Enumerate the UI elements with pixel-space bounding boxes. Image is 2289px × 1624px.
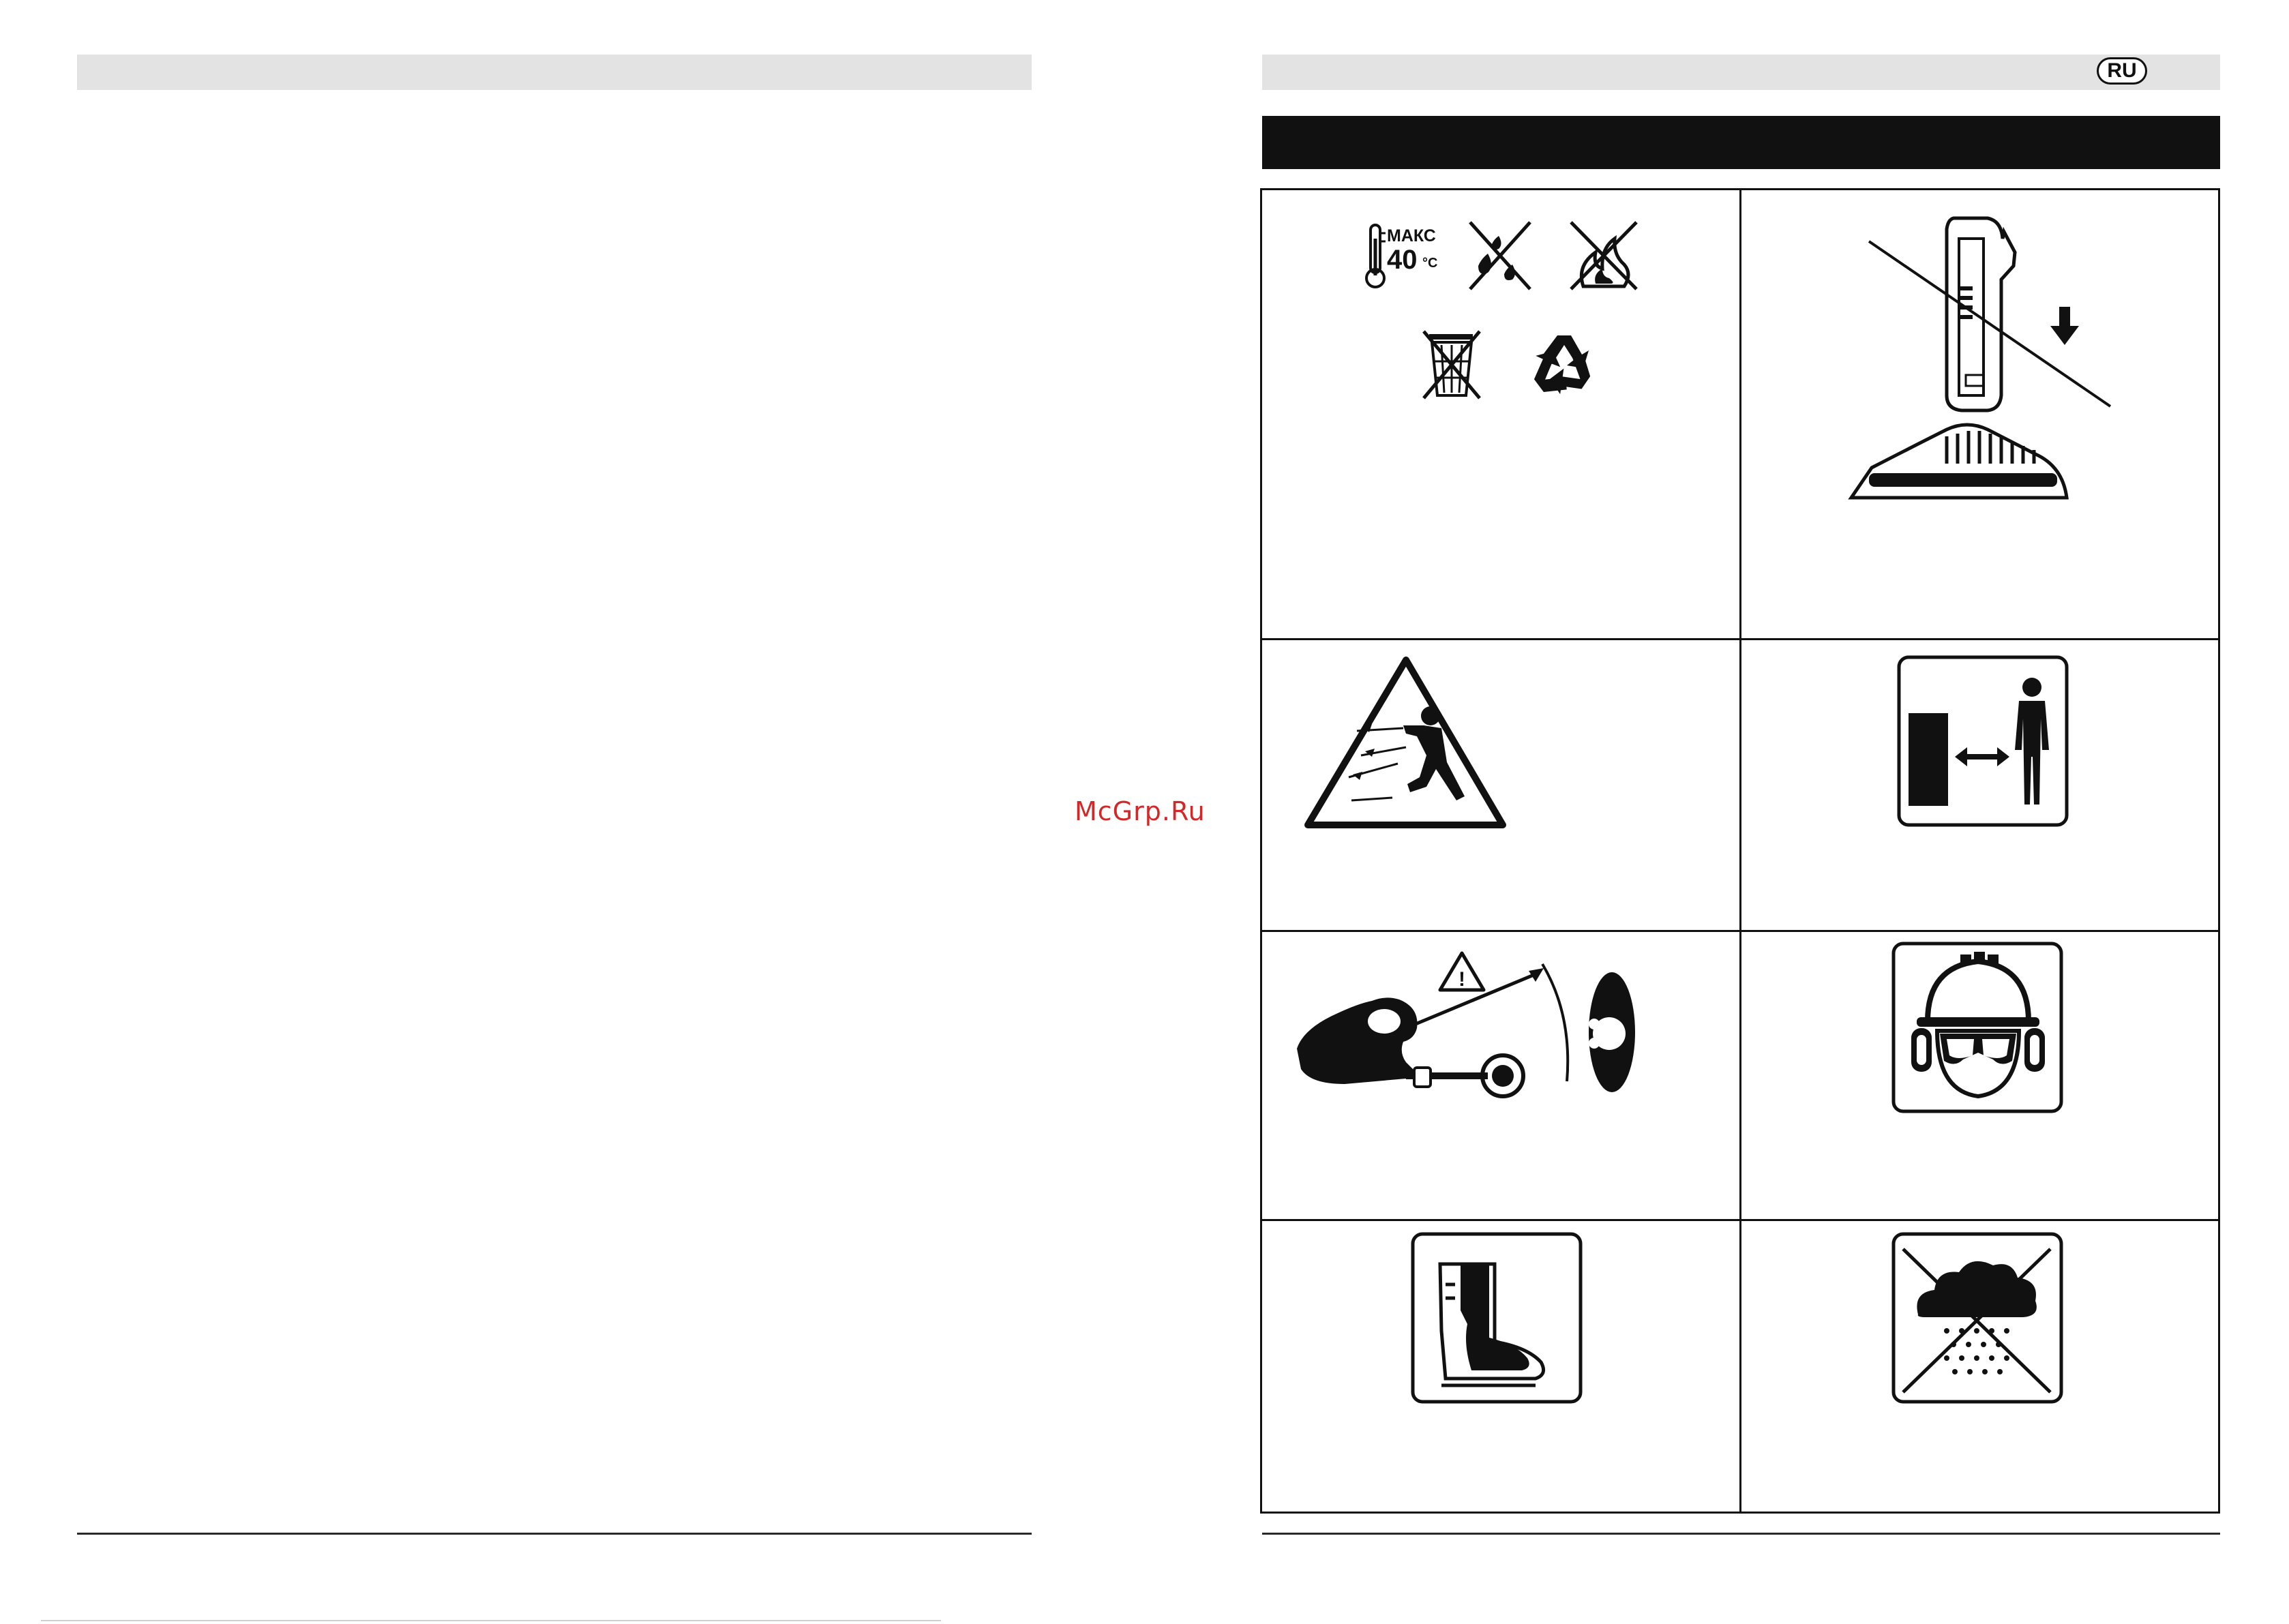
flying-debris-warning-icon [1263,641,1737,928]
recycle-icon [1531,335,1593,398]
scan-edge-line [41,1620,941,1621]
no-fire-icon [1571,222,1636,289]
max-temp-value: 40 [1387,245,1418,275]
cell-debris-warning [1263,641,1737,928]
table-row-divider-3 [1260,1219,2220,1221]
right-page-header-bar [1262,55,2220,90]
safety-distance-icon [1742,641,2218,928]
thermometer-icon [1366,225,1386,287]
no-rain-icon [1742,1222,2218,1512]
table-center-divider [1739,188,1741,1514]
cell-no-rain [1742,1222,2218,1512]
battery-insert-icon [1742,191,2218,636]
cell-protective-gear [1742,933,2218,1217]
left-page-header-bar [77,55,1032,90]
safety-boots-icon [1263,1222,1737,1512]
ear-eye-head-protection-icon [1742,933,2218,1217]
trimmer-kickback-icon [1263,933,1737,1217]
no-trash-bin-icon [1424,331,1480,398]
cell-storage-symbols [1263,191,1737,636]
left-page-footer-rule [77,1533,1032,1535]
section-title-bar [1262,116,2220,169]
no-water-icon [1470,222,1530,289]
cell-battery-insert [1742,191,2218,636]
max-temp-unit: °C [1422,256,1438,271]
language-badge: RU [2097,57,2147,85]
cell-safety-boots [1263,1222,1737,1512]
cell-safety-distance [1742,641,2218,928]
table-row-divider-2 [1260,930,2220,932]
svg-text:!: ! [1458,968,1465,991]
max-temp-label: МАКС [1387,226,1436,245]
right-page-footer-rule [1262,1533,2220,1535]
watermark: McGrp.Ru [1075,796,1206,826]
cell-trimmer-kickback [1263,933,1737,1217]
table-row-divider-1 [1260,638,2220,640]
